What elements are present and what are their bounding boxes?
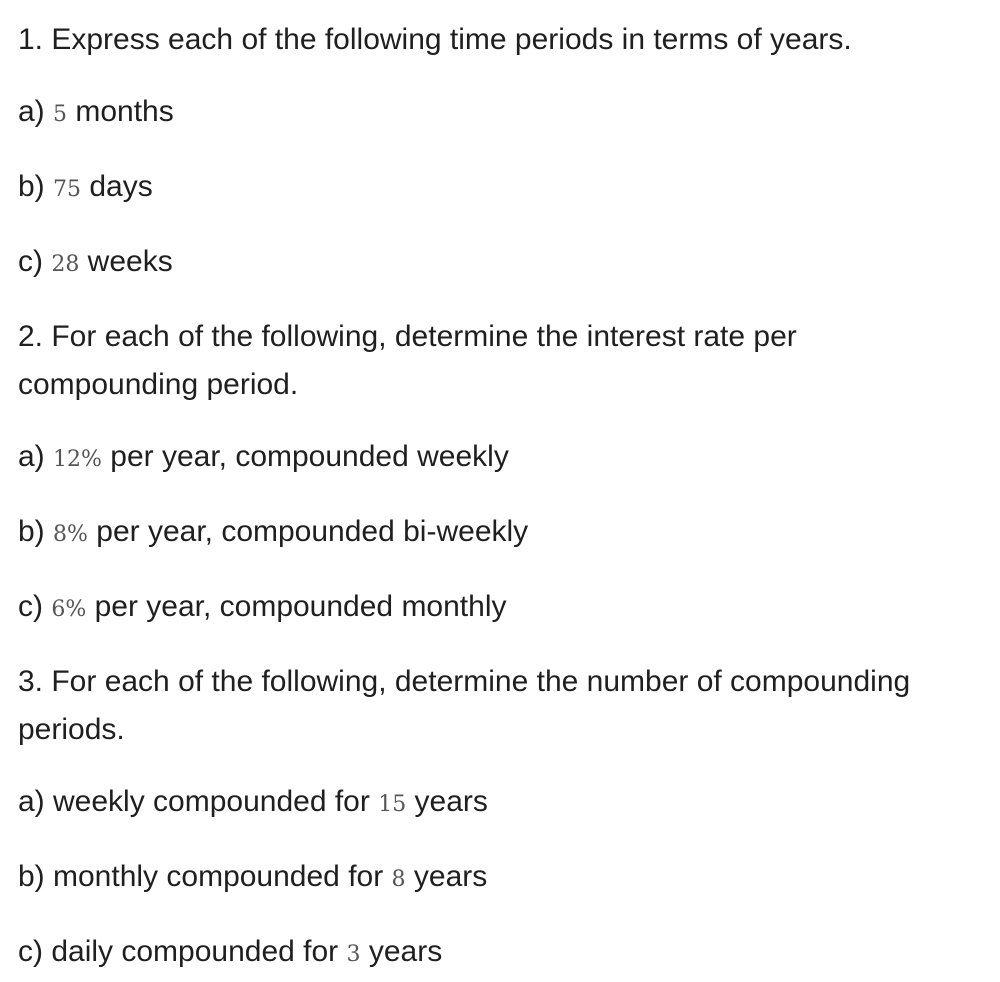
- spacer: [18, 559, 988, 583]
- question-3-item-a: [18, 778, 988, 829]
- question-2-item-b: [18, 508, 988, 559]
- question-3-item-b: [18, 853, 988, 904]
- worksheet: [18, 16, 988, 979]
- question-3-item-c: [18, 928, 988, 979]
- question-2-prompt-line-1: 2. For each of the following, determine the interest rate per: [18, 320, 797, 353]
- item-text: days: [81, 170, 153, 203]
- question-1-item-a: [18, 88, 988, 139]
- question-1-item-c: [18, 238, 988, 289]
- item-value: 12%: [53, 447, 102, 472]
- spacer: [18, 904, 988, 928]
- spacer: [18, 484, 988, 508]
- spacer: [18, 214, 988, 238]
- item-value: 28: [51, 252, 80, 277]
- item-text: per year, compounded bi-weekly: [87, 515, 529, 548]
- item-value: 5: [53, 102, 68, 127]
- item-value: 3: [346, 942, 361, 967]
- question-2-prompt-line-2: compounding period.: [18, 368, 299, 401]
- item-text: months: [67, 95, 174, 128]
- item-label: c) daily compounded for: [18, 935, 347, 968]
- spacer: [18, 289, 988, 313]
- spacer: [18, 409, 988, 433]
- item-label: b) monthly compounded for: [18, 860, 392, 893]
- spacer: [18, 64, 988, 88]
- item-value: 6%: [51, 597, 87, 622]
- spacer: [18, 634, 988, 658]
- item-text: per year, compounded monthly: [86, 590, 507, 623]
- item-value: 15: [378, 792, 407, 817]
- item-value: 8: [391, 867, 406, 892]
- question-2-item-a: [18, 433, 988, 484]
- question-2-item-c: [18, 583, 988, 634]
- question-3-prompt-line-1: 3. For each of the following, determine the number of compounding: [18, 665, 911, 698]
- item-value: 8%: [53, 522, 88, 547]
- item-text: per year, compounded weekly: [101, 440, 509, 473]
- spacer: [18, 139, 988, 163]
- item-label: c): [18, 245, 52, 278]
- item-label: a): [18, 95, 54, 128]
- item-label: c): [18, 590, 52, 623]
- question-1-prompt: 1. Express each of the following time periods in terms of years.: [18, 23, 852, 56]
- item-label: b): [18, 170, 54, 203]
- item-label: a) weekly compounded for: [18, 785, 379, 818]
- question-1-item-b: [18, 163, 988, 214]
- item-text: years: [406, 785, 488, 818]
- question-3-prompt-line-2: periods.: [18, 713, 125, 746]
- item-value: 75: [53, 177, 82, 202]
- item-text: weeks: [79, 245, 173, 278]
- item-label: a): [18, 440, 54, 473]
- item-text: years: [405, 860, 488, 893]
- spacer: [18, 754, 988, 778]
- spacer: [18, 829, 988, 853]
- item-text: years: [360, 935, 443, 968]
- item-label: b): [18, 515, 54, 548]
